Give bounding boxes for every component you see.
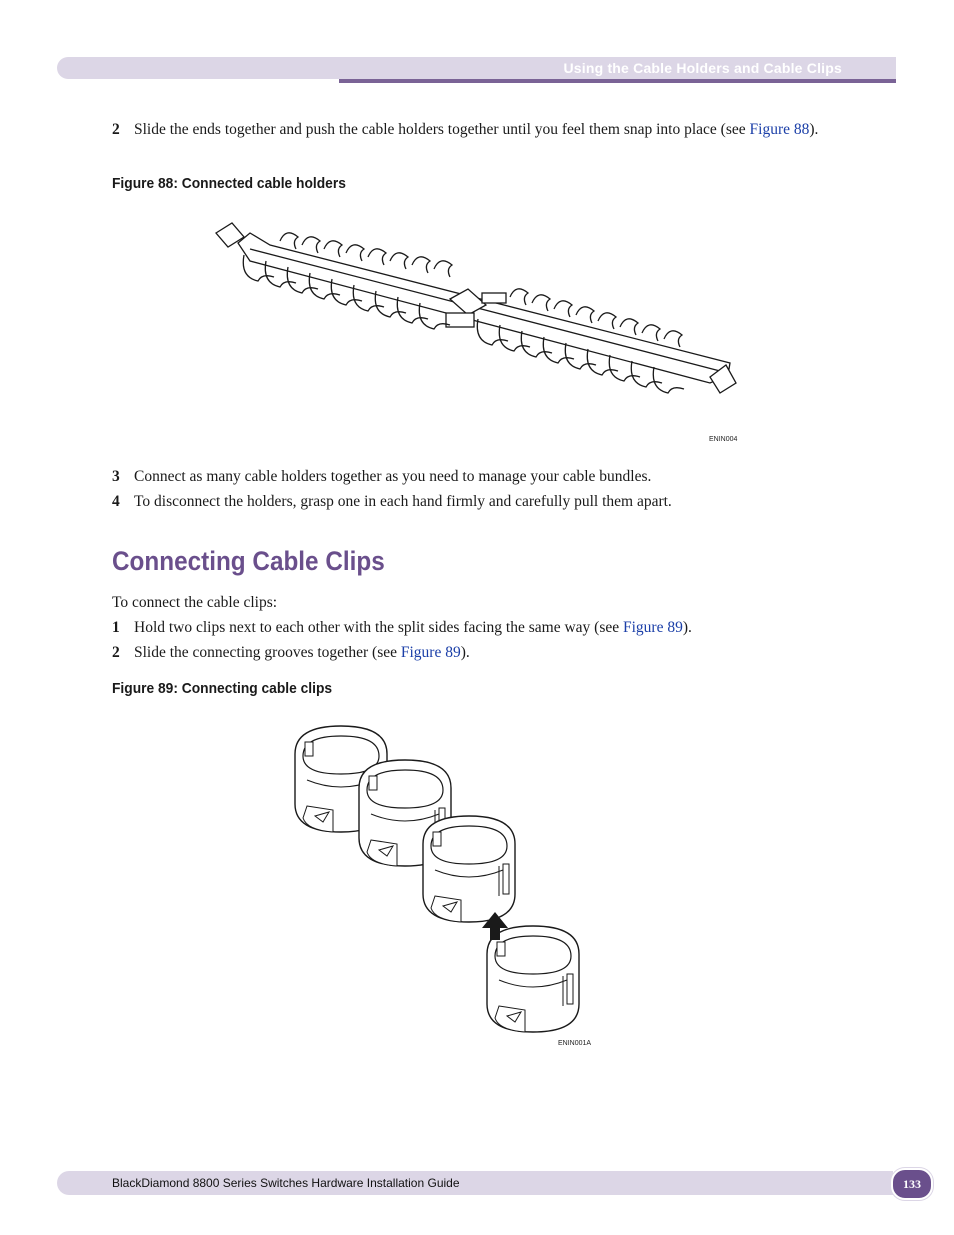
step-number: 3	[112, 468, 120, 485]
step-number: 1	[112, 619, 120, 636]
step-1-hold	[112, 619, 852, 637]
header-rule	[339, 79, 896, 83]
step-text: Hold two clips next to each other with the split sides facing the same way (see Figure 89).	[134, 619, 692, 636]
figure-88-illustration	[210, 215, 770, 425]
step-number: 4	[112, 493, 120, 510]
figure-89-caption: Figure 89: Connecting cable clips	[112, 680, 333, 697]
section-intro: To connect the cable clips:	[112, 594, 278, 611]
step-text: To disconnect the holders, grasp one in each hand firmly and carefully pull them apart.	[134, 493, 672, 510]
step-2-snap	[112, 121, 852, 139]
running-header	[57, 57, 896, 79]
step-4	[112, 493, 852, 511]
figure-88-caption: Figure 88: Connected cable holders	[112, 175, 346, 192]
figure-88-link[interactable]: Figure 88	[749, 121, 810, 138]
figure-89-illustration	[285, 718, 605, 1048]
figure-89-link[interactable]: Figure 89	[400, 644, 461, 661]
page-number-badge: 133	[891, 1168, 933, 1200]
figure-89-link[interactable]: Figure 89	[622, 619, 683, 636]
figure-89-code: ENIN001A	[558, 1040, 592, 1047]
step-2-slide	[112, 644, 852, 662]
step-text: Slide the connecting grooves together (see Figure 89).	[134, 644, 470, 661]
step-text: Slide the ends together and push the cable holders together until you feel them snap into place (see Figure 88).	[134, 121, 819, 138]
step-text: Connect as many cable holders together as you need to manage your cable bundles.	[134, 468, 652, 485]
footer-bar	[57, 1171, 893, 1195]
step-3	[112, 468, 852, 486]
running-header-title: Using the Cable Holders and Cable Clips	[563, 60, 842, 76]
step-number: 2	[112, 644, 120, 661]
step-number: 2	[112, 121, 120, 138]
figure-88-code: ENIN004	[709, 436, 738, 443]
section-heading: Connecting Cable Clips	[112, 546, 385, 576]
footer-title: BlackDiamond 8800 Series Switches Hardware Installation Guide	[112, 1176, 460, 1190]
